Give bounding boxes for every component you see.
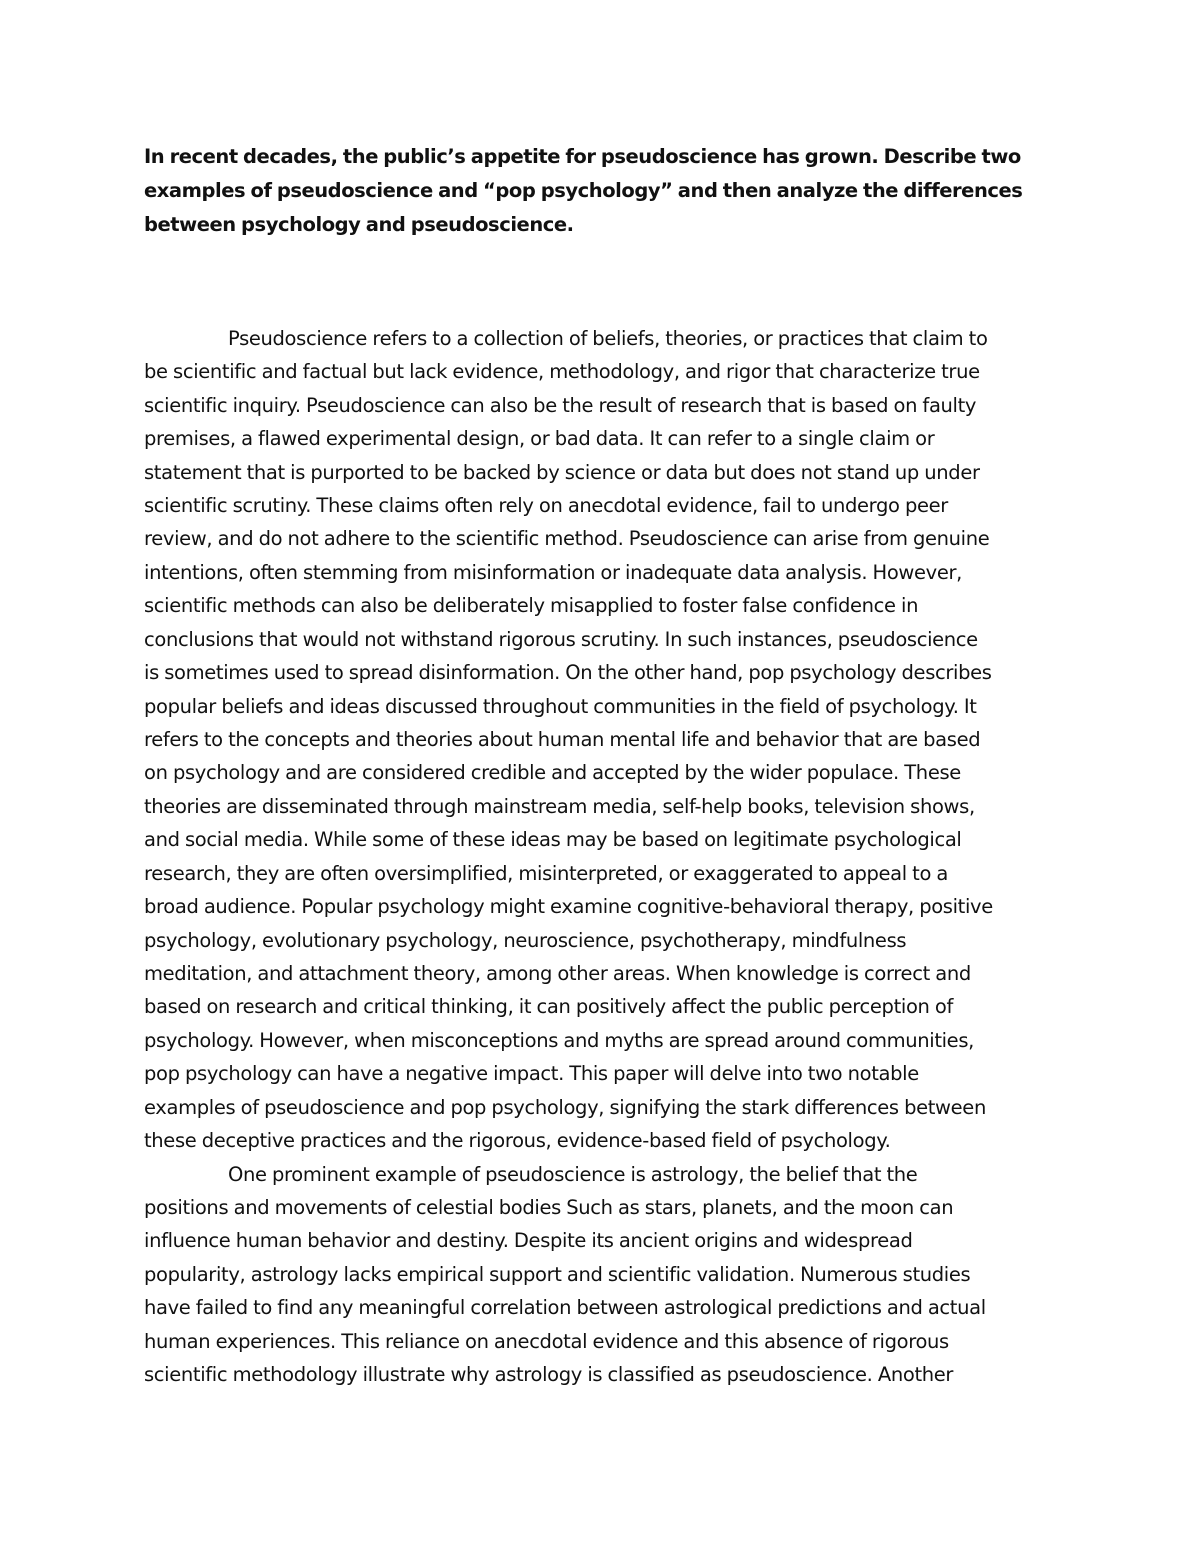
body-line: scientific methods can also be deliberately misapplied to foster false confidence in	[144, 594, 919, 617]
body-line: based on research and critical thinking, it can positively affect the public perception of	[144, 995, 953, 1018]
body-line: scientific inquiry. Pseudoscience can also be the result of research that is based on faulty	[144, 394, 977, 417]
body-line: conclusions that would not withstand rigorous scrutiny. In such instances, pseudoscience	[144, 628, 978, 651]
body-line: theories are disseminated through mainstream media, self-help books, television shows,	[144, 795, 975, 818]
body-line: review, and do not adhere to the scientific method. Pseudoscience can arise from genuine	[144, 527, 990, 550]
body-line: scientific scrutiny. These claims often rely on anecdotal evidence, fail to undergo peer	[144, 494, 948, 517]
prompt-line: between psychology and pseudoscience.	[144, 213, 574, 236]
body-line: refers to the concepts and theories about human mental life and behavior that are based	[144, 728, 981, 751]
body-line: broad audience. Popular psychology might examine cognitive-behavioral therapy, positive	[144, 895, 993, 918]
body-line: human experiences. This reliance on anecdotal evidence and this absence of rigorous	[144, 1330, 949, 1353]
body-line: premises, a flawed experimental design, or bad data. It can refer to a single claim or	[144, 427, 935, 450]
prompt-line: In recent decades, the public’s appetite for pseudoscience has grown. Describe two	[144, 145, 1021, 168]
body-line: intentions, often stemming from misinformation or inadequate data analysis. However,	[144, 561, 963, 584]
body-line: be scientific and factual but lack evidence, methodology, and rigor that characterize true	[144, 360, 980, 383]
body-line: have failed to find any meaningful correlation between astrological predictions and actual	[144, 1296, 986, 1319]
prompt-line: examples of pseudoscience and “pop psychology” and then analyze the differences	[144, 179, 1023, 202]
body-line: positions and movements of celestial bodies Such as stars, planets, and the moon can	[144, 1196, 954, 1219]
body-line: meditation, and attachment theory, among other areas. When knowledge is correct and	[144, 962, 971, 985]
body-line: examples of pseudoscience and pop psychology, signifying the stark differences between	[144, 1096, 986, 1119]
body-line: scientific methodology illustrate why astrology is classified as pseudoscience. Another	[144, 1363, 954, 1386]
body-line: statement that is purported to be backed by science or data but does not stand up under	[144, 461, 980, 484]
body-line: these deceptive practices and the rigorous, evidence-based field of psychology.	[144, 1129, 891, 1152]
body-line: psychology. However, when misconceptions and myths are spread around communities,	[144, 1029, 974, 1052]
body-line: popularity, astrology lacks empirical support and scientific validation. Numerous studies	[144, 1263, 971, 1286]
body-line: and social media. While some of these ideas may be based on legitimate psychological	[144, 828, 962, 851]
body-line: One prominent example of pseudoscience is astrology, the belief that the	[228, 1163, 918, 1186]
body-line: Pseudoscience refers to a collection of beliefs, theories, or practices that claim to	[228, 327, 988, 350]
body-line: research, they are often oversimplified, misinterpreted, or exaggerated to appeal to a	[144, 862, 948, 885]
body-line: popular beliefs and ideas discussed throughout communities in the field of psychology. It	[144, 695, 977, 718]
body-line: psychology, evolutionary psychology, neuroscience, psychotherapy, mindfulness	[144, 929, 907, 952]
body-line: is sometimes used to spread disinformation. On the other hand, pop psychology describes	[144, 661, 992, 684]
body-line: on psychology and are considered credible and accepted by the wider populace. These	[144, 761, 961, 784]
body-line: influence human behavior and destiny. Despite its ancient origins and widespread	[144, 1229, 913, 1252]
body-line: pop psychology can have a negative impact. This paper will delve into two notable	[144, 1062, 919, 1085]
